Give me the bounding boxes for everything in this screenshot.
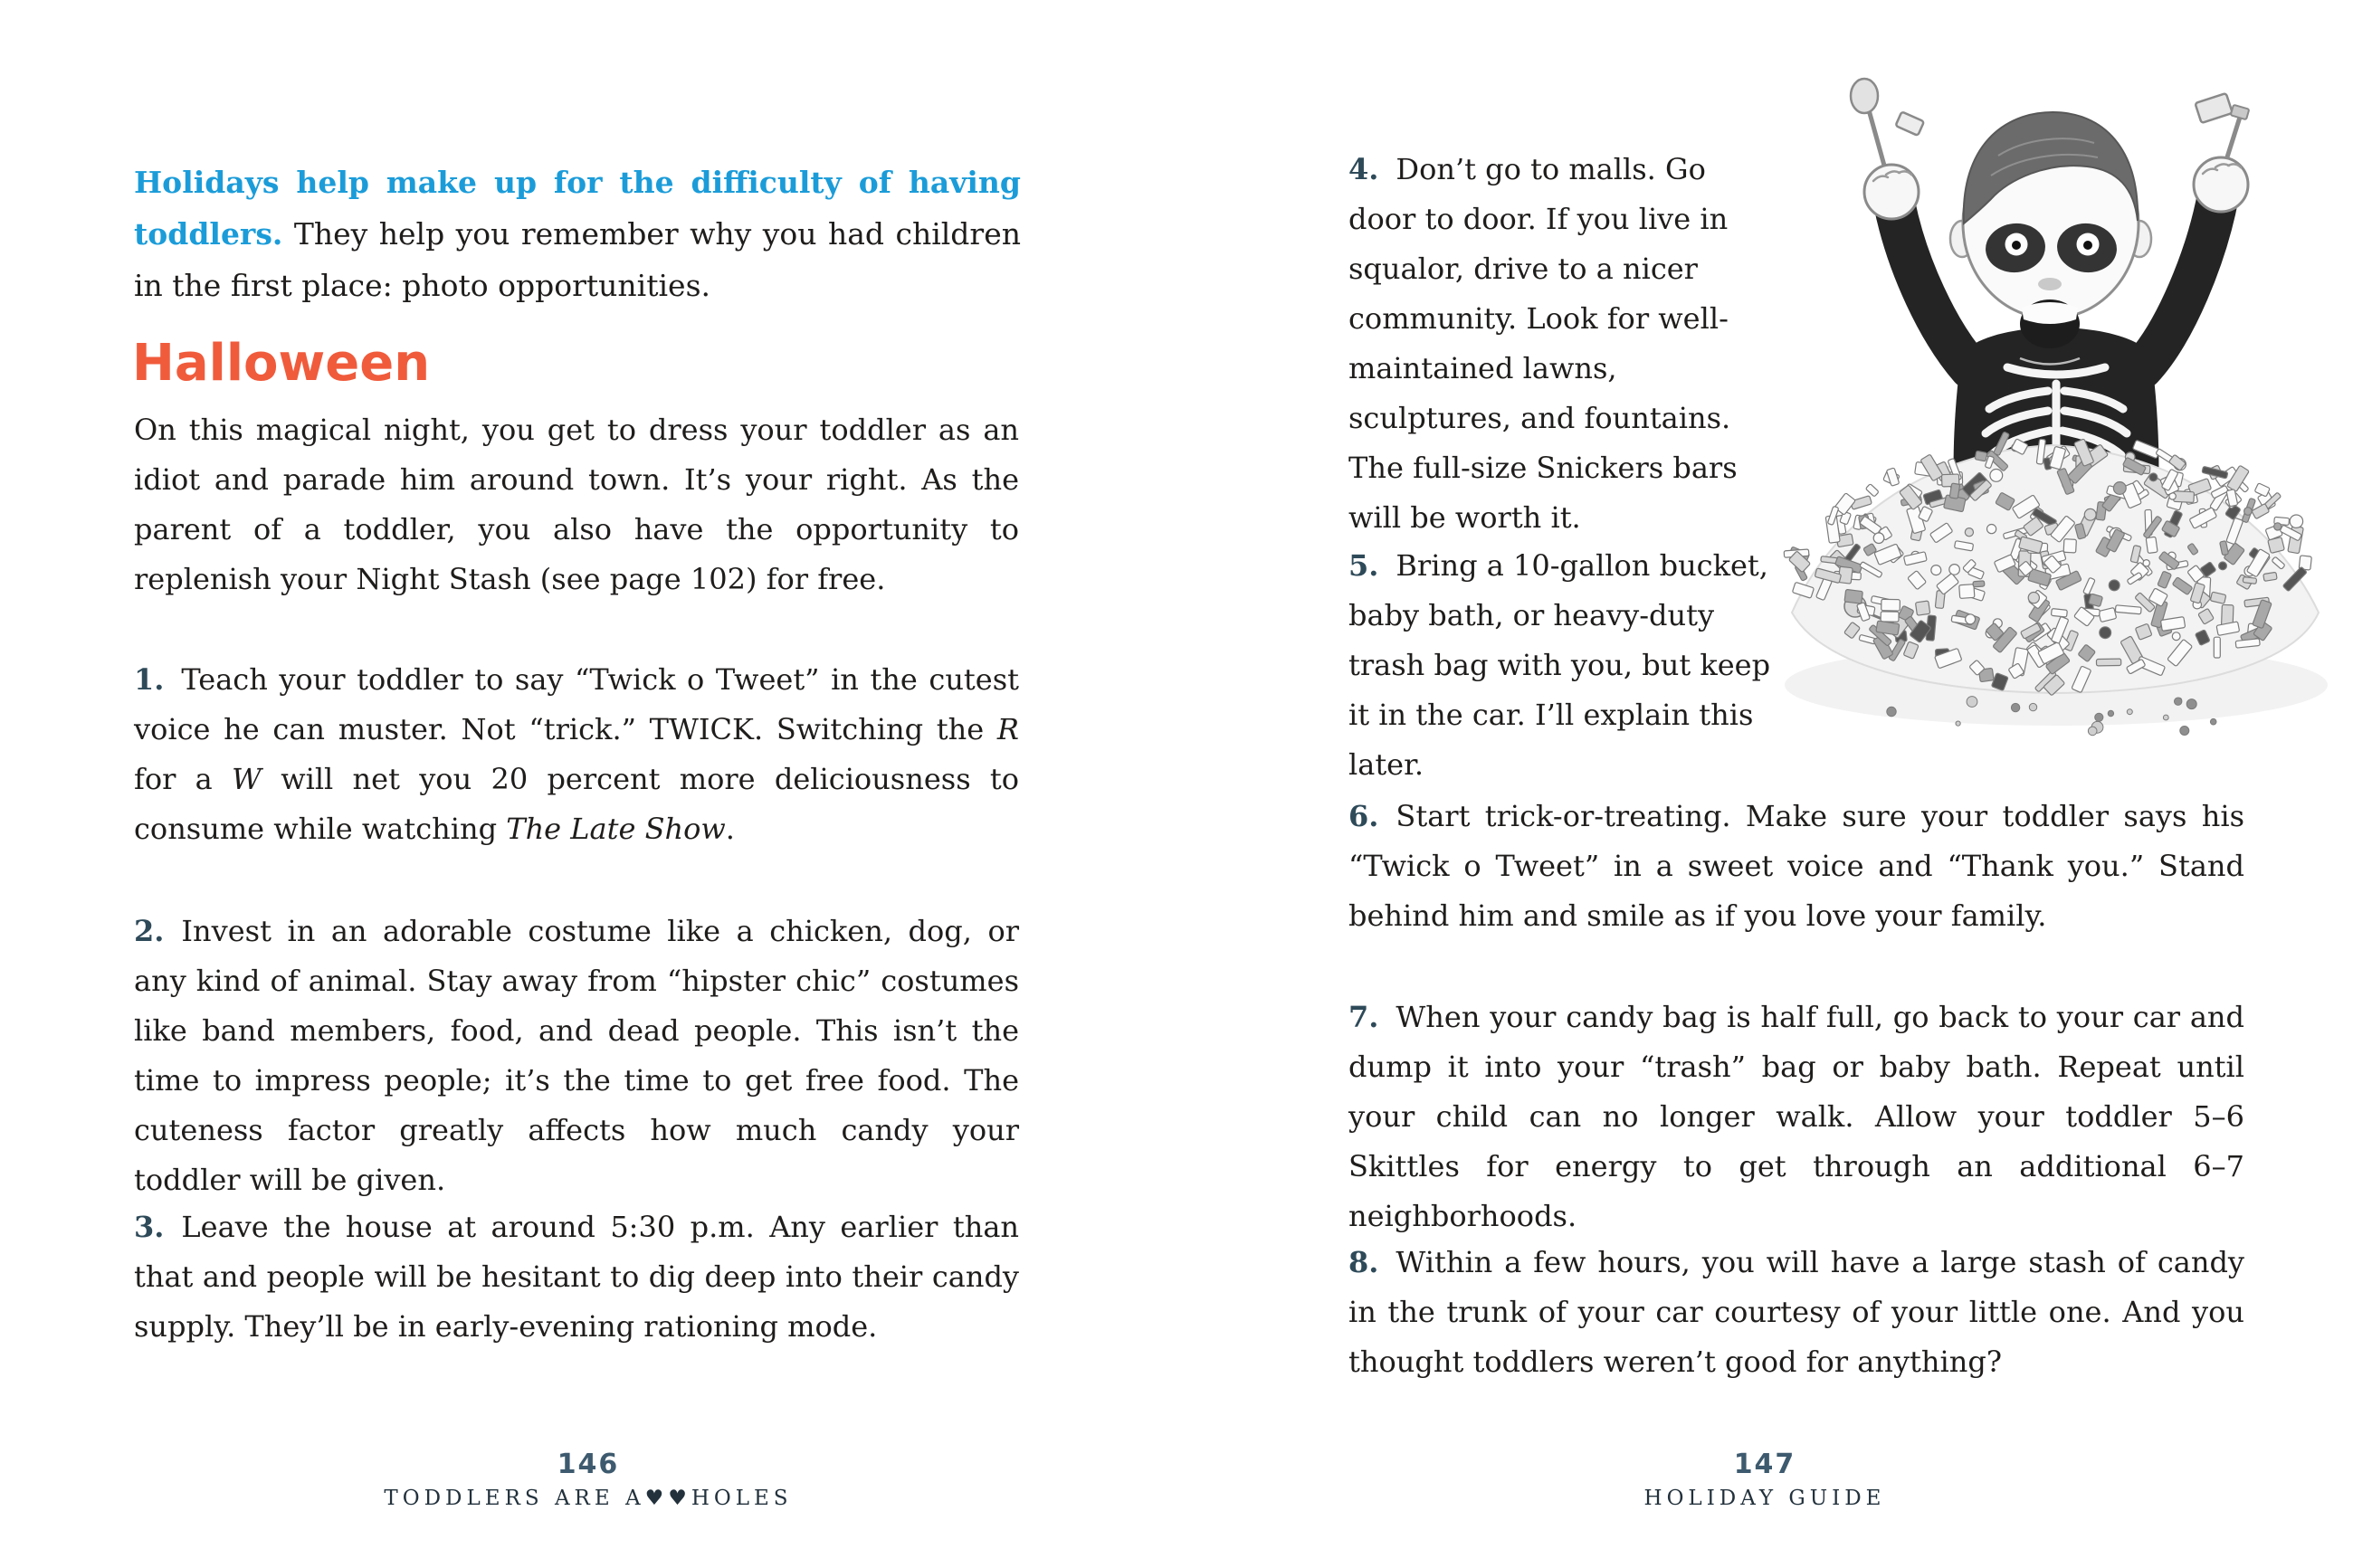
list-item-6-text: Start trick-or-treating. Make sure your toddler says his “Twick o Tweet” in a sweet voice and “Thank you.” Stand behind him and smile as if you love your family. <box>1348 799 2244 933</box>
list-number-2: 2. <box>134 914 165 948</box>
section-heading: Halloween <box>132 334 431 393</box>
list-item-1-text: Teach your toddler to say “Twick o Tweet” in the cutest voice he can muster. Not “trick.” TWICK. Switching the R for a W will net you 20 percent more deliciousness to consume while watching The Late Show. <box>134 662 1020 846</box>
intro-paragraph: Holidays help make up for the difficulty of having toddlers. They help you remember why you had children in the first place: photo opportunities. <box>134 165 1021 303</box>
list-item-6 <box>1348 792 2244 941</box>
page-number-left: 146 <box>557 1449 620 1480</box>
list-number-3: 3. <box>134 1210 165 1244</box>
right-page-footer <box>1176 1449 2353 1511</box>
running-title-right: HOLIDAY GUIDE <box>1643 1487 1886 1510</box>
list-item-8-text: Within a few hours, you will have a large stash of candy in the trunk of your car courtesy of your little one. And you thought toddlers weren’t good for anything? <box>1348 1245 2244 1379</box>
page-number-right: 147 <box>1733 1449 1796 1480</box>
toddler-skeleton-candy-illustration <box>1776 20 2339 755</box>
list-number-8: 8. <box>1348 1245 1379 1279</box>
list-item-7-text: When your candy bag is half full, go back to your car and dump it into your “trash” bag or baby bath. Repeat until your child can no longer walk. Allow your toddler 5–6 Skittles for energy to get through an additional 6–7 neighborhoods. <box>1348 1000 2244 1233</box>
section-intro-paragraph: On this magical night, you get to dress your toddler as an idiot and parade him around town. It’s your right. As the parent of a toddler, you also have the opportunity to replenish your Night Stash (see page 102) for free. <box>134 413 1019 596</box>
list-number-6: 6. <box>1348 799 1379 833</box>
running-title-left: TODDLERS ARE A♥♥HOLES <box>384 1487 793 1510</box>
list-item-4 <box>1348 145 1781 543</box>
list-number-5: 5. <box>1348 548 1379 583</box>
list-item-5 <box>1348 541 1781 790</box>
list-number-7: 7. <box>1348 1000 1379 1034</box>
list-number-4: 4. <box>1348 152 1379 186</box>
list-item-7 <box>1348 993 2244 1241</box>
list-item-2-text: Invest in an adorable costume like a chicken, dog, or any kind of animal. Stay away from “hipster chic” costumes like band members, food, and dead people. This isn’t the time to impress people; it’s the time to get free food. The cuteness factor greatly affects how much candy your toddler will be given. <box>134 914 1019 1197</box>
list-item-8 <box>1348 1238 2244 1387</box>
candy-pile <box>1784 432 2328 736</box>
list-item-5-text: Bring a 10-gallon bucket, baby bath, or heavy-duty trash bag with you, but keep it in the car. I’ll explain this later. <box>1348 548 1771 782</box>
list-item-4-text: Don’t go to malls. Go door to door. If you live in squalor, drive to a nicer community. Look for well-maintained lawns, sculptures, and fountains. The full-size Snickers bars will be worth it. <box>1348 152 1738 535</box>
list-number-1: 1. <box>134 662 165 697</box>
list-item-3-text: Leave the house at around 5:30 p.m. Any earlier than that and people will be hesitant to dig deep into their candy supply. They’ll be in early-evening rationing mode. <box>134 1210 1019 1344</box>
